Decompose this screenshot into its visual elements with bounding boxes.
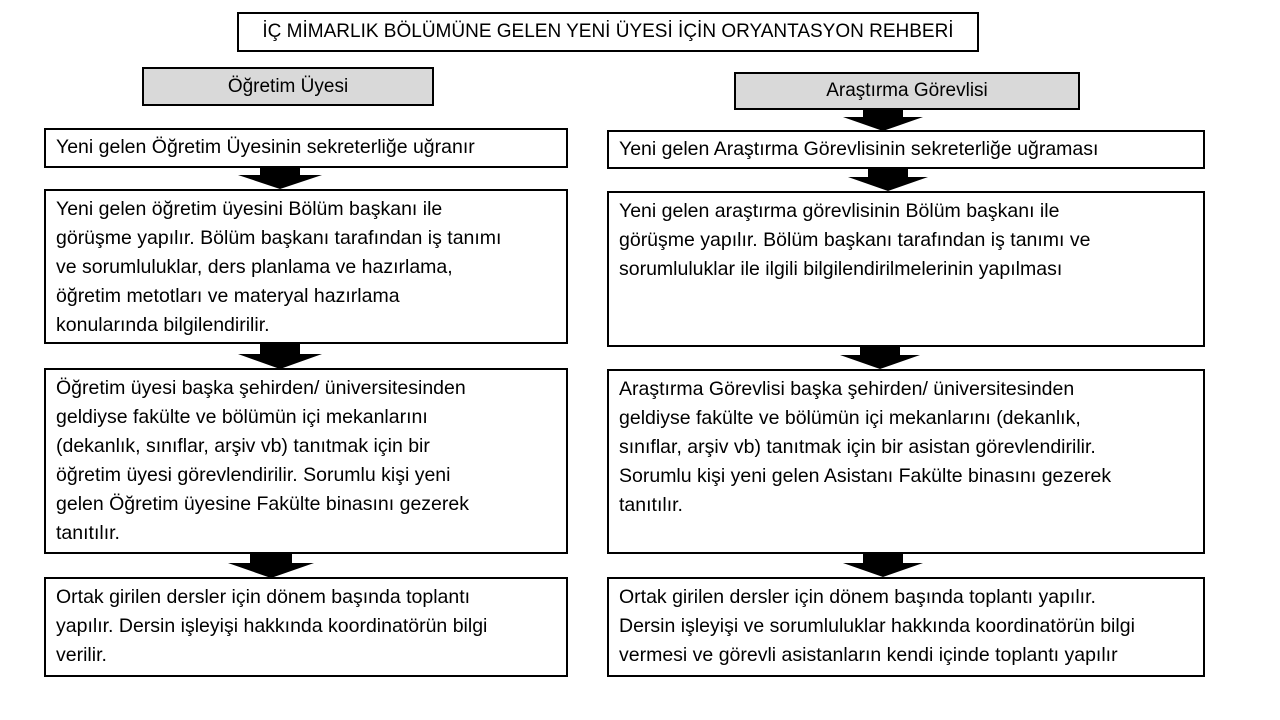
text-line: Araştırma Görevlisi başka şehirden/ üniversitesinden [619,378,1075,400]
diagram-title [237,12,979,52]
right-column-header [734,72,1080,110]
right-step-1 [607,130,1205,169]
text-line: Dersin işleyişi ve sorumluluklar hakkında koordinatörün bilgi [619,615,1135,637]
down-arrow-icon [843,109,923,131]
diagram-title-text: İÇ MİMARLIK BÖLÜMÜNE GELEN YENİ ÜYESİ İÇİN ORYANTASYON REHBERİ [262,21,954,42]
text-line: Öğretim üyesi başka şehirden/ üniversitesinden [56,377,466,399]
text-line: görüşme yapılır. Bölüm başkanı tarafından iş tanımı ve [619,229,1091,251]
text-line: (dekanlık, sınıflar, arşiv vb) tanıtmak için bir [56,435,430,457]
text-line: sorumluluklar ile ilgili bilgilendirilmelerinin yapılması [619,258,1063,280]
text-line: vermesi ve görevli asistanların kendi içinde toplantı yapılır [619,644,1118,666]
text-line: Yeni gelen öğretim üyesini Bölüm başkanı ile [56,198,443,220]
text-line: gelen Öğretim üyesine Fakülte binasını gezerek [56,493,469,515]
down-arrow-icon [848,168,928,191]
text-line: Ortak girilen dersler için dönem başında toplantı [56,586,471,608]
text-line: görüşme yapılır. Bölüm başkanı tarafından iş tanımı [56,227,502,249]
text-line: sınıflar, arşiv vb) tanıtmak için bir asistan görevlendirilir. [619,436,1096,458]
left-column-header [142,67,434,106]
right-step-4 [607,577,1205,677]
text-line: tanıtılır. [619,494,683,516]
text-line: verilir. [56,644,107,666]
down-arrow-icon [843,554,923,577]
text-line: Sorumlu kişi yeni gelen Asistanı Fakülte binasını gezerek [619,465,1112,487]
text-line: yapılır. Dersin işleyişi hakkında koordinatörün bilgi [56,615,488,637]
down-arrow-icon [228,554,314,578]
text-line: geldiyse fakülte ve bölümün içi mekanlarını (dekanlık, [619,407,1081,429]
left-step-4 [44,577,568,677]
left-step-1 [44,128,568,168]
text-line: geldiyse fakülte ve bölümün içi mekanlarını [56,406,428,428]
text-line: Yeni gelen Öğretim Üyesinin sekreterliğe uğranır [56,136,475,158]
left-step-2 [44,189,568,344]
text-line: öğretim üyesi görevlendirilir. Sorumlu kişi yeni [56,464,451,486]
right-step-2 [607,191,1205,347]
text-line: Yeni gelen Araştırma Görevlisinin sekreterliğe uğraması [619,138,1099,160]
text-line: Yeni gelen araştırma görevlisinin Bölüm başkanı ile [619,200,1060,222]
right-step-3 [607,369,1205,554]
text-line: öğretim metotları ve materyal hazırlama [56,285,400,307]
left-header-label: Öğretim Üyesi [227,75,349,97]
right-header-label: Araştırma Görevlisi [826,80,988,101]
text-line: tanıtılır. [56,522,120,544]
down-arrow-icon [238,167,322,189]
down-arrow-icon [238,344,322,369]
down-arrow-icon [840,347,920,369]
text-line: konularında bilgilendirilir. [56,314,270,336]
text-line: ve sorumluluklar, ders planlama ve hazırlama, [56,256,453,278]
text-line: Ortak girilen dersler için dönem başında toplantı yapılır. [619,586,1096,608]
left-step-3 [44,368,568,554]
